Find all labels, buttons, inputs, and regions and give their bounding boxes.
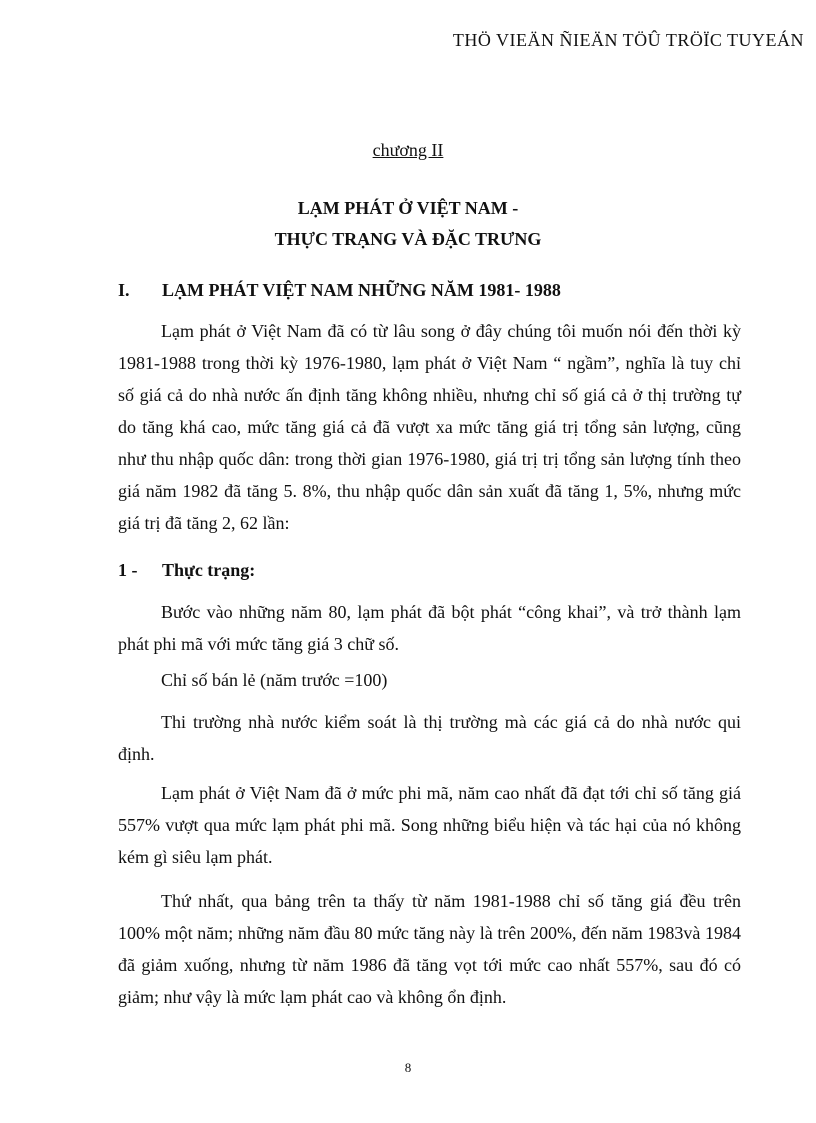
chapter-label bbox=[0, 140, 816, 161]
chapter-label-text: chương II bbox=[372, 140, 444, 160]
body-paragraph: Thi trường nhà nước kiểm soát là thị trường mà các giá cả do nhà nước qui định. bbox=[118, 712, 741, 764]
section-number: I. bbox=[118, 280, 130, 300]
body-paragraph: Bước vào những năm 80, lạm phát đã bột phát “công khai”, và trở thành lạm phát phi mã với mức tăng giá 3 chữ số. bbox=[118, 602, 741, 654]
section-heading bbox=[118, 280, 561, 301]
subsection-title: Thực trạng: bbox=[162, 560, 256, 580]
section-title: LẠM PHÁT VIỆT NAM NHỮNG NĂM 1981- 1988 bbox=[162, 280, 561, 300]
section-paragraph: Lạm phát ở Việt Nam đã có từ lâu song ở đây chúng tôi muốn nói đến thời kỳ 1981-1988 trong thời kỳ 1976-1980, lạm phát ở Việt Nam “ ngầm”, nghĩa là tuy chỉ số giá cả do nhà nước ấn định tăng không nhiều, nhưng chỉ số giá cả ở thị trường tự do tăng khá cao, mức tăng giá cả đã vượt xa mức tăng giá trị tổng sản lượng, cũng như thu nhập quốc dân: trong thời gian 1976-1980, giá trị trị tổng sản lượng tính theo giá năm 1982 đã tăng 5. 8%, thu nhập quốc dân sản xuất đã tăng 1, 5%, nhưng mức giá trị đã tăng 2, 62 lần: bbox=[118, 321, 741, 533]
body-paragraph: Lạm phát ở Việt Nam đã ở mức phi mã, năm cao nhất đã đạt tới chỉ số tăng giá 557% vượt qua mức lạm phát phi mã. Song những biểu hiện và tác hại của nó không kém gì siêu lạm phát. bbox=[118, 783, 741, 867]
running-header: THÖ VIEÄN ÑIEÄN TÖÛ TRÖÏC TUYEÁN bbox=[452, 30, 804, 50]
body-paragraph: Thứ nhất, qua bảng trên ta thấy từ năm 1981-1988 chỉ số tăng giá đều trên 100% một năm; những năm đầu 80 mức tăng này là trên 200%, đến năm 1983và 1984 đã giảm xuống, nhưng từ năm 1986 đã tăng vọt tới mức cao nhất 557%, sau đó có giảm; như vậy là mức lạm phát cao và không ổn định. bbox=[118, 891, 741, 1007]
subsection-number: 1 - bbox=[118, 560, 138, 580]
chapter-title-line-1: LẠM PHÁT Ở VIỆT NAM - bbox=[297, 198, 519, 218]
subsection-heading bbox=[118, 560, 255, 581]
body-paragraph: Chỉ số bán lẻ (năm trước =100) bbox=[161, 670, 388, 690]
chapter-title-line-2: THỰC TRẠNG VÀ ĐẶC TRƯNG bbox=[274, 229, 542, 249]
page-number: 8 bbox=[404, 1060, 412, 1075]
